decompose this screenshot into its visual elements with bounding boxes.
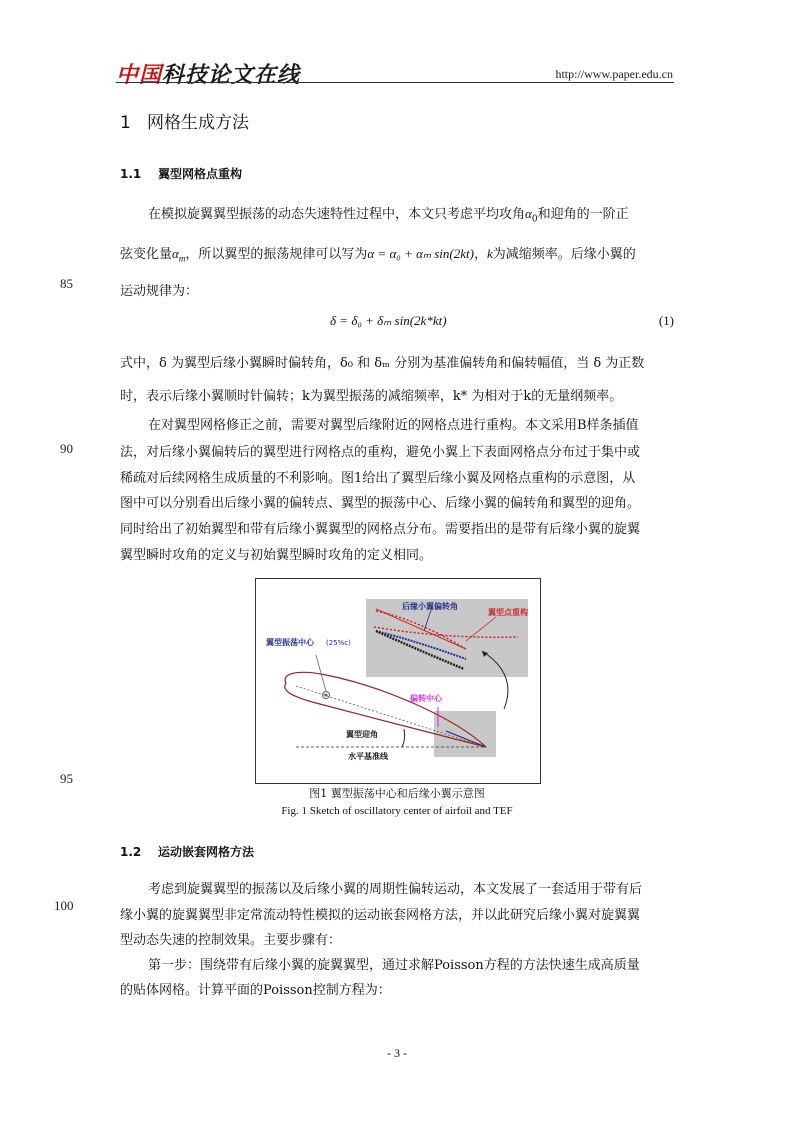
paragraph-line: 图中可以分别看出后缘小翼的偏转点、翼型的振荡中心、后缘小翼的偏转角和翼型的迎角。 [120, 496, 641, 511]
figure-caption-cn: 图1 翼型振荡中心和后缘小翼示意图 [309, 787, 485, 800]
page-number: - 3 - [387, 1046, 407, 1060]
label-reconstruct: 翼型点重构 [488, 608, 528, 617]
subsection-title: 运动嵌套网格方法 [158, 845, 255, 859]
label-tef-angle: 后缘小翼偏转角 [402, 602, 458, 611]
label-baseline: 水平基准线 [348, 752, 388, 761]
paragraph-line: 缘小翼的旋翼翼型非定常流动特性模拟的运动嵌套网格方法，并以此研究后缘小翼对旋翼翼 [120, 908, 641, 923]
subsection-heading-1 [120, 165, 242, 182]
section-number: 1 [120, 113, 131, 133]
journal-logo [116, 58, 300, 89]
paragraph-line: 法，对后缘小翼偏转后的翼型进行网格点的重构，避免小翼上下表面网格点分布过于集中或 [120, 445, 641, 460]
subsection-number: 1.2 [120, 845, 142, 859]
header-url[interactable]: http://www.paper.edu.cn [555, 67, 673, 81]
paragraph-line: 翼型瞬时攻角的定义与初始翼型瞬时攻角的定义相同。 [120, 548, 433, 563]
paragraph-line: 的贴体网格。计算平面的Poisson控制方程为： [120, 983, 391, 998]
logo-red-text: 中国 [116, 63, 163, 88]
paragraph-line: 弦变化量$\alpha_m$，所以翼型的振荡规律可以写为α = α₀ + αₘ sin(2kt)，k为减缩频率。后缘小翼的 [120, 246, 636, 264]
paragraph-line: 运动规律为： [120, 284, 199, 299]
label-pivot: 偏转中心 [410, 694, 442, 703]
label-osc-center: 翼型振荡中心 [266, 638, 314, 647]
section-title-text: 网格生成方法 [147, 113, 250, 133]
paragraph-line: 考虑到旋翼翼型的振荡以及后缘小翼的周期性偏转运动，本文发展了一套适用于带有后 [148, 882, 643, 897]
figure-1 [255, 578, 541, 784]
paragraph-line: 在对翼型网格修正之前，需要对翼型后缘附近的网格点进行重构。本文采用B样条插值 [148, 418, 639, 433]
paragraph-line: 型动态失速的控制效果。主要步骤有： [120, 933, 342, 948]
paragraph-line: 在模拟旋翼翼型振荡的动态失速特性过程中，本文只考虑平均攻角$\alpha_0$和迎角的一阶正 [148, 206, 629, 225]
line-number: 95 [60, 771, 73, 786]
paragraph-line: 时，表示后缘小翼顺时针偏转；k为翼型振荡的减缩频率，k* 为相对于k的无量纲频率。 [120, 389, 623, 404]
paragraph-line: 第一步：围绕带有后缘小翼的旋翼翼型，通过求解Poisson方程的方法快速生成高质量 [148, 958, 640, 973]
subsection-number: 1.1 [120, 167, 142, 181]
airfoil-sketch [256, 579, 540, 783]
equation-number: (1) [658, 313, 674, 328]
paragraph-line: 式中，δ 为翼型后缘小翼瞬时偏转角，δ₀ 和 δₘ 分别为基准偏转角和偏转幅值，当 δ 为正数 [120, 356, 645, 371]
line-number: 90 [60, 441, 73, 456]
section-title [120, 108, 249, 133]
header-rule [116, 82, 674, 83]
equation-1: δ = δ₀ + δₘ sin(2k*kt) [330, 313, 447, 328]
subsection-title: 翼型网格点重构 [158, 167, 243, 181]
paragraph-line: 同时给出了初始翼型和带有后缘小翼翼型的网格点分布。需要指出的是带有后缘小翼的旋翼 [120, 522, 641, 537]
paragraph-line: 稀疏对后续网格生成质量的不利影响。图1给出了翼型后缘小翼及网格点重构的示意图，从 [120, 471, 636, 486]
line-number: 100 [54, 898, 74, 913]
logo-text: 科技论文在线 [162, 63, 301, 88]
label-osc-pct: (25%c) [326, 639, 351, 647]
label-aoa: 翼型迎角 [346, 730, 378, 739]
figure-caption-en: Fig. 1 Sketch of oscillatory center of airfoil and TEF [281, 805, 513, 817]
line-number: 85 [60, 276, 73, 291]
subsection-heading-2 [120, 843, 254, 860]
